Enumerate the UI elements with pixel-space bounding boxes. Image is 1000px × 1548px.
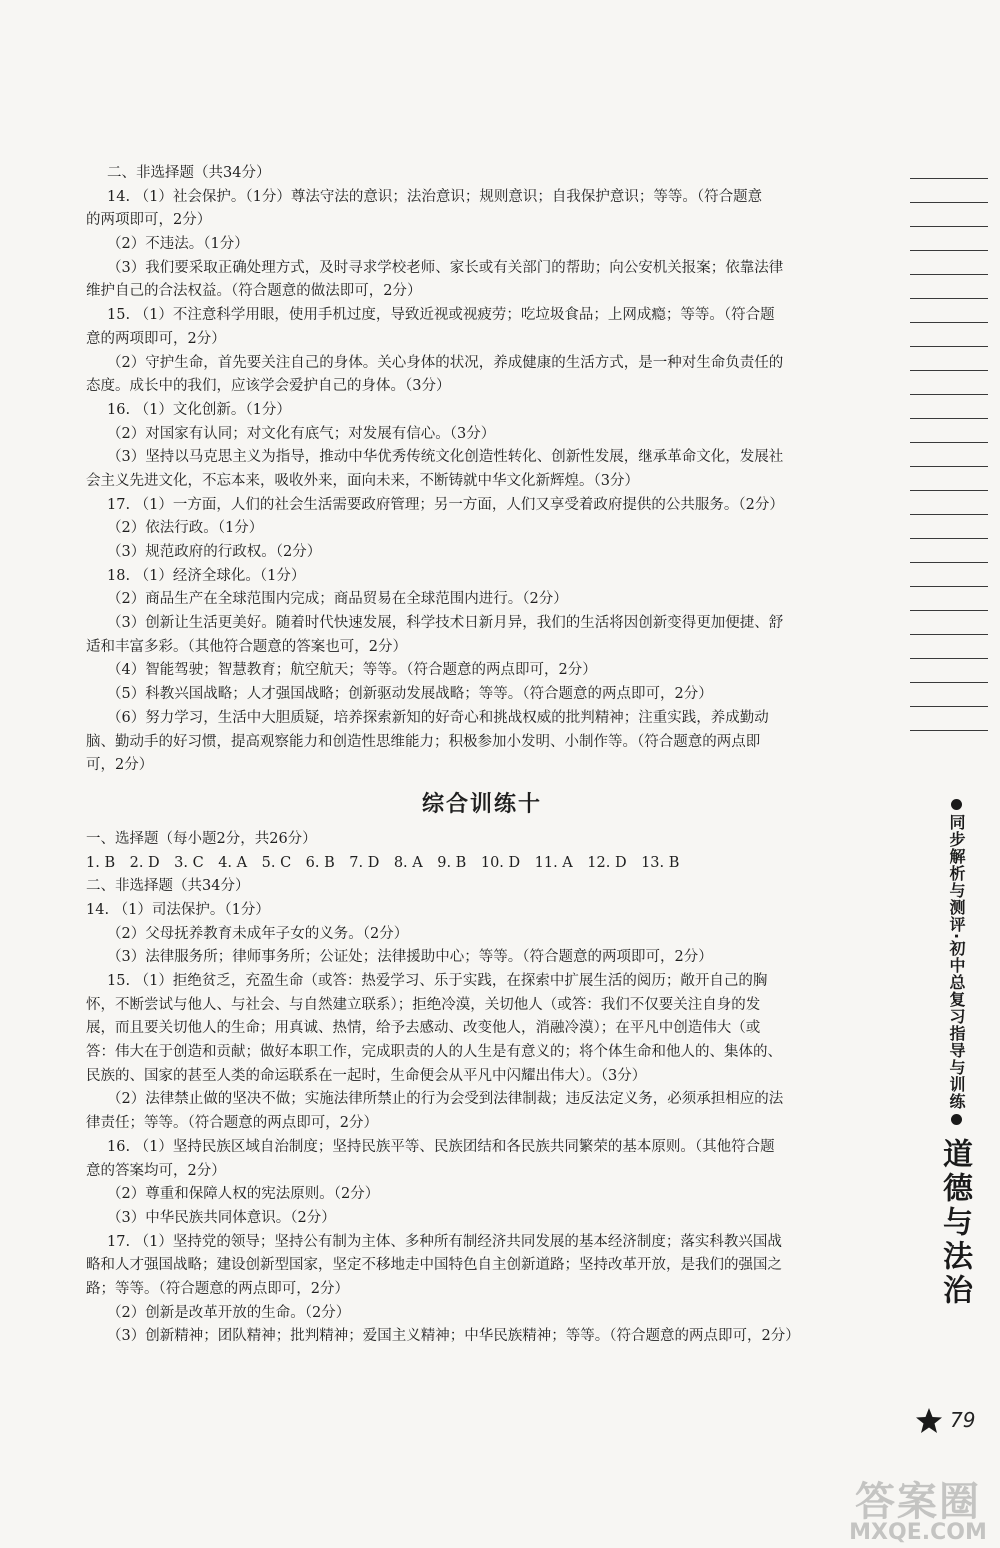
- answer-line: 会主义先进文化，不忘本来，吸收外来，面向未来，不断铸就中华文化新辉煌。（3分）: [86, 472, 639, 489]
- note-line: [910, 514, 988, 515]
- answer-line: 15. （1）拒绝贫乏，充盈生命（或答：热爱学习、乐于实践，在探索中扩展生活的阅历；敞开自己的胸: [107, 973, 768, 989]
- answer-line: 15. （1）不注意科学用眼，使用手机过度，导致近视或视疲劳；吃垃圾食品；上网成瘾；等等。（符合题: [107, 307, 775, 324]
- answer-line: （2）法律禁止做的坚决不做；实施法律所禁止的行为会受到法律制裁；违反法定义务，必须承担相应的法: [107, 1091, 784, 1108]
- series-title-text: 同步解析与测评·初中总复习指导与训练: [947, 814, 966, 1111]
- answer-line: 17. （1）一方面，人们的社会生活需要政府管理；另一方面，人们又享受着政府提供的公共服务。（2分）: [107, 496, 784, 513]
- answer-line: 态度。成长中的我们，应该学会爱护自己的身体。（3分）: [86, 378, 451, 395]
- note-line: [910, 250, 988, 251]
- note-line: [910, 394, 988, 395]
- note-line: [910, 730, 988, 731]
- note-line: [910, 634, 988, 635]
- note-line: [910, 202, 988, 203]
- note-line: [910, 706, 988, 707]
- note-line: [910, 226, 988, 227]
- answer-line: （2）不违法。（1分）: [107, 236, 249, 253]
- answer-line: 可，2分）: [86, 757, 154, 774]
- note-line: [910, 418, 988, 419]
- subject-title: 道德与法治: [937, 1138, 972, 1308]
- answer-line: 展，而且要关切他人的生命；用真诚、热情，给予去感动、改变他人，消融冷漠）；在平凡中创造伟大（或: [86, 1020, 761, 1037]
- page-number: 79: [950, 1408, 976, 1432]
- answer-line: 1. B 2. D 3. C 4. A 5. C 6. B 7. D 8. A 9. B 10. D 11. A 12. D 13. B: [86, 854, 680, 871]
- bullet-dot-top: [951, 799, 962, 810]
- watermark-text: 答案圈: [855, 1479, 981, 1525]
- answer-line: 一、选择题（每小题2分，共26分）: [86, 830, 317, 847]
- note-line: [910, 370, 988, 371]
- note-line: [910, 490, 988, 491]
- answer-line: 维护自己的合法权益。（符合题意的做法即可，2分）: [86, 283, 422, 300]
- note-line: [910, 682, 988, 683]
- answer-line: （3）我们要采取正确处理方式，及时寻求学校老师、家长或有关部门的帮助；向公安机关报案；依靠法律: [107, 259, 784, 276]
- note-line: [910, 442, 988, 443]
- answer-line: （3）创新让生活更美好。随着时代快速发展，科学技术日新月异，我们的生活将因创新变得更加便捷、舒: [107, 615, 784, 632]
- answer-line: 意的答案均可，2分）: [86, 1162, 226, 1179]
- series-title: [944, 795, 968, 1129]
- answer-line: 的两项即可，2分）: [86, 212, 212, 229]
- answer-line: （3）创新精神；团队精神；批判精神；爱国主义精神；中华民族精神；等等。（符合题意的两点即可，2分）: [107, 1328, 800, 1345]
- bullet-dot-bottom: [951, 1114, 962, 1125]
- answer-line: 16. （1）坚持民族区域自治制度；坚持民族平等、民族团结和各民族共同繁荣的基本原则。（其他符合题: [107, 1138, 775, 1155]
- note-line: [910, 538, 988, 539]
- section2-lines: [82, 828, 882, 1349]
- answer-line: 14. （1）司法保护。（1分）: [86, 901, 270, 918]
- answer-line: （4）智能驾驶；智慧教育；航空航天；等等。（符合题意的两点即可，2分）: [107, 662, 597, 679]
- answer-line: 路；等等。（符合题意的两点即可，2分）: [86, 1280, 349, 1297]
- answer-line: （2）守护生命，首先要关注自己的身体。关心身体的状况，养成健康的生活方式，是一种对生命负责任的: [107, 354, 784, 371]
- note-line: [910, 322, 988, 323]
- answer-line: 18. （1）经济全球化。（1分）: [107, 567, 306, 584]
- answer-line: 略和人才强国战略；建设创新型国家，坚定不移地走中国特色自主创新道路；坚持改革开放，是我们的强国之: [86, 1257, 782, 1274]
- note-line: [910, 586, 988, 587]
- answer-line: 17. （1）坚持党的领导；坚持公有制为主体、多种所有制经济共同发展的基本经济制度；落实科教兴国战: [107, 1233, 782, 1250]
- answer-line: 适和丰富多彩。（其他符合题意的答案也可，2分）: [86, 638, 407, 655]
- answer-line: （5）科教兴国战略；人才强国战略；创新驱动发展战略；等等。（符合题意的两点即可，2分）: [107, 686, 713, 703]
- answer-line: （6）努力学习，生活中大胆质疑，培养探索新知的好奇心和挑战权威的批判精神；注重实践，养成勤动: [107, 709, 769, 726]
- answer-line: （3）坚持以马克思主义为指导，推动中华优秀传统文化创造性转化、创新性发展，继承革命文化，发展社: [107, 449, 784, 466]
- note-line: [910, 178, 988, 179]
- answer-line: （2）尊重和保障人权的宪法原则。（2分）: [107, 1186, 380, 1203]
- note-line: [910, 298, 988, 299]
- page-number-badge: [914, 1406, 1000, 1440]
- star-icon: [914, 1406, 944, 1436]
- answer-line: （2）商品生产在全球范围内完成；商品贸易在全球范围内进行。（2分）: [107, 591, 568, 608]
- note-line: [910, 466, 988, 467]
- answer-content: [82, 162, 882, 1349]
- answer-line: 二、非选择题（共34分）: [86, 878, 250, 895]
- note-line: [910, 274, 988, 275]
- answer-line: （3）法律服务所；律师事务所；公证处；法律援助中心；等等。（符合题意的两项即可，2分）: [107, 949, 713, 966]
- answer-line: （2）父母抚养教育未成年子女的义务。（2分）: [107, 925, 409, 942]
- answer-line: （3）中华民族共同体意识。（2分）: [107, 1209, 336, 1226]
- answer-line: 16. （1）文化创新。（1分）: [107, 401, 291, 418]
- note-line: [910, 562, 988, 563]
- section-heading: 二、非选择题（共34分）: [107, 165, 271, 181]
- answer-line: 脑、勤动手的好习惯，提高观察能力和创造性思维能力；积极参加小发明、小制作等。（符合题意的两点即: [86, 733, 761, 750]
- answer-line: 怀，不断尝试与他人、与社会、与自然建立联系）；拒绝冷漠，关切他人（或答：我们不仅要关注自身的发: [86, 996, 761, 1013]
- answer-line: 律责任；等等。（符合题意的两点即可，2分）: [86, 1115, 378, 1132]
- answer-line: （2）创新是改革开放的生命。（2分）: [107, 1304, 351, 1321]
- answer-line: （2）对国家有认同；对文化有底气；对发展有信心。（3分）: [107, 425, 496, 442]
- exercise-title: 综合训练十: [421, 790, 542, 817]
- section1-lines: [82, 186, 882, 778]
- note-line: [910, 346, 988, 347]
- note-line: [910, 610, 988, 611]
- watermark-logo: [838, 1470, 998, 1548]
- answer-line: 答：伟大在于创造和贡献；做好本职工作，完成职责的人的人生是有意义的；将个体生命和他人的、集体的、: [86, 1044, 782, 1061]
- answer-line: （3）规范政府的行政权。（2分）: [107, 544, 322, 560]
- watermark-url: MXQE.COM: [849, 1520, 987, 1545]
- answer-line: 意的两项即可，2分）: [86, 330, 226, 347]
- answer-line: 民族的、国家的甚至人类的命运联系在一起时，生命便会从平凡中闪耀出伟大）。（3分）: [86, 1067, 647, 1084]
- note-line: [910, 658, 988, 659]
- note-lines: [910, 178, 988, 754]
- answer-line: （2）依法行政。（1分）: [107, 520, 264, 537]
- answer-line: 14. （1）社会保护。（1分）尊法守法的意识；法治意识；规则意识；自我保护意识；等等。（符合题意: [107, 188, 763, 205]
